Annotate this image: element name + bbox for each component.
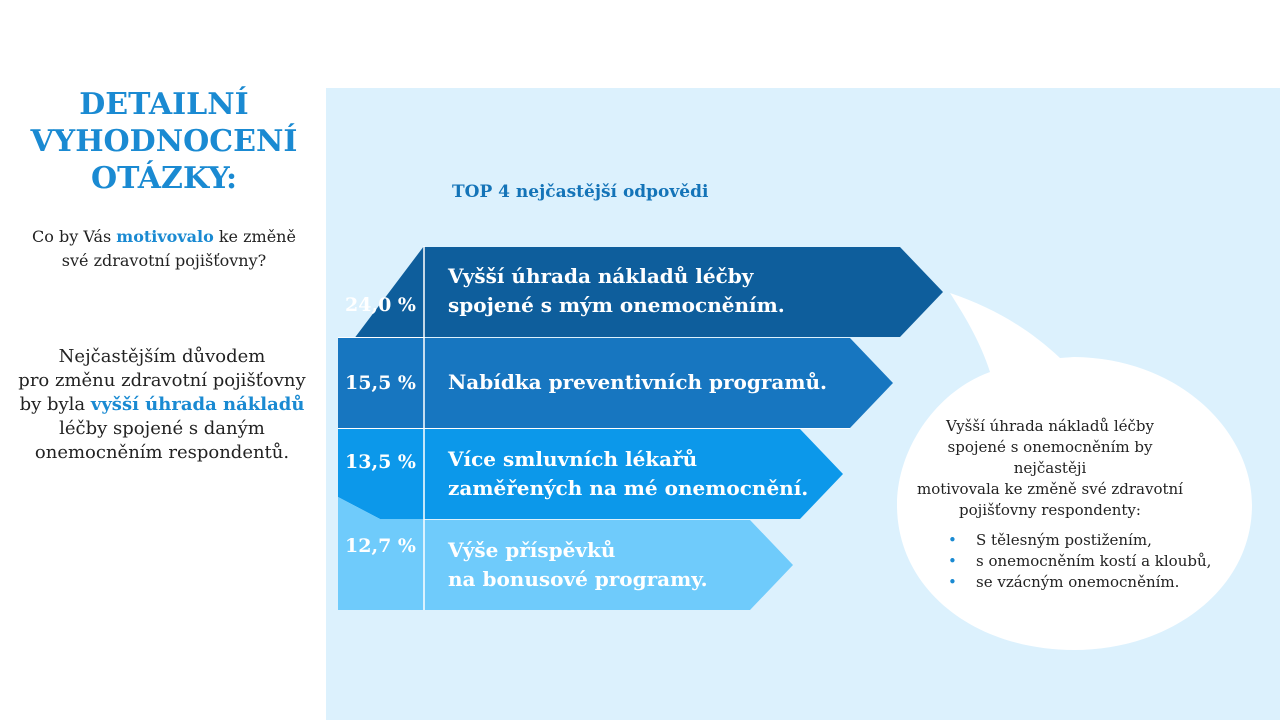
pct-value-2: 15,5 %	[345, 372, 416, 394]
bullet-icon: •	[948, 552, 957, 570]
bar-label-1: Vyšší úhrada nákladů léčby spojené s mým onemocněním.	[448, 264, 785, 317]
title-line: VYHODNOCENÍ	[30, 124, 298, 159]
pct-value-1: 24,0 %	[345, 294, 416, 316]
top4-heading: TOP 4 nejčastější odpovědi	[452, 182, 709, 202]
list-item: • S tělesným postižením,	[948, 531, 1152, 549]
bullet-icon: •	[948, 531, 957, 549]
title-line: OTÁZKY:	[90, 161, 238, 196]
question-text: Co by Vás motivovalo ke změně své zdravotní pojišťovny?	[32, 227, 296, 270]
bubble-text: Vyšší úhrada nákladů léčby spojené s onemocněním by nejčastěji motivovala ke změně své zdravotní pojišťovny respondenty:	[917, 417, 1183, 519]
bar-label-3: Více smluvních lékařů zaměřených na mé onemocnění.	[448, 447, 809, 500]
list-item: • se vzácným onemocněním.	[948, 573, 1180, 591]
bar-label-4: Výše příspěvků na bonusové programy.	[448, 538, 708, 591]
question-highlight: motivovalo	[116, 227, 214, 246]
pct-value-4: 12,7 %	[345, 535, 416, 557]
pct-value-3: 13,5 %	[345, 451, 416, 473]
answer-summary: Nejčastějším důvodem pro změnu zdravotní pojišťovny by byla vyšší úhrada nákladů léčby spojené s daným onemocněním respondentů.	[18, 346, 306, 463]
bubble-bullet-list	[948, 530, 1211, 593]
list-item: • s onemocněním kostí a kloubů,	[948, 552, 1212, 570]
bullet-icon: •	[948, 573, 957, 591]
title-line: DETAILNÍ	[79, 87, 249, 122]
answer-highlight: vyšší úhrada nákladů	[90, 394, 305, 415]
bar-label-2: Nabídka preventivních programů.	[448, 370, 828, 394]
